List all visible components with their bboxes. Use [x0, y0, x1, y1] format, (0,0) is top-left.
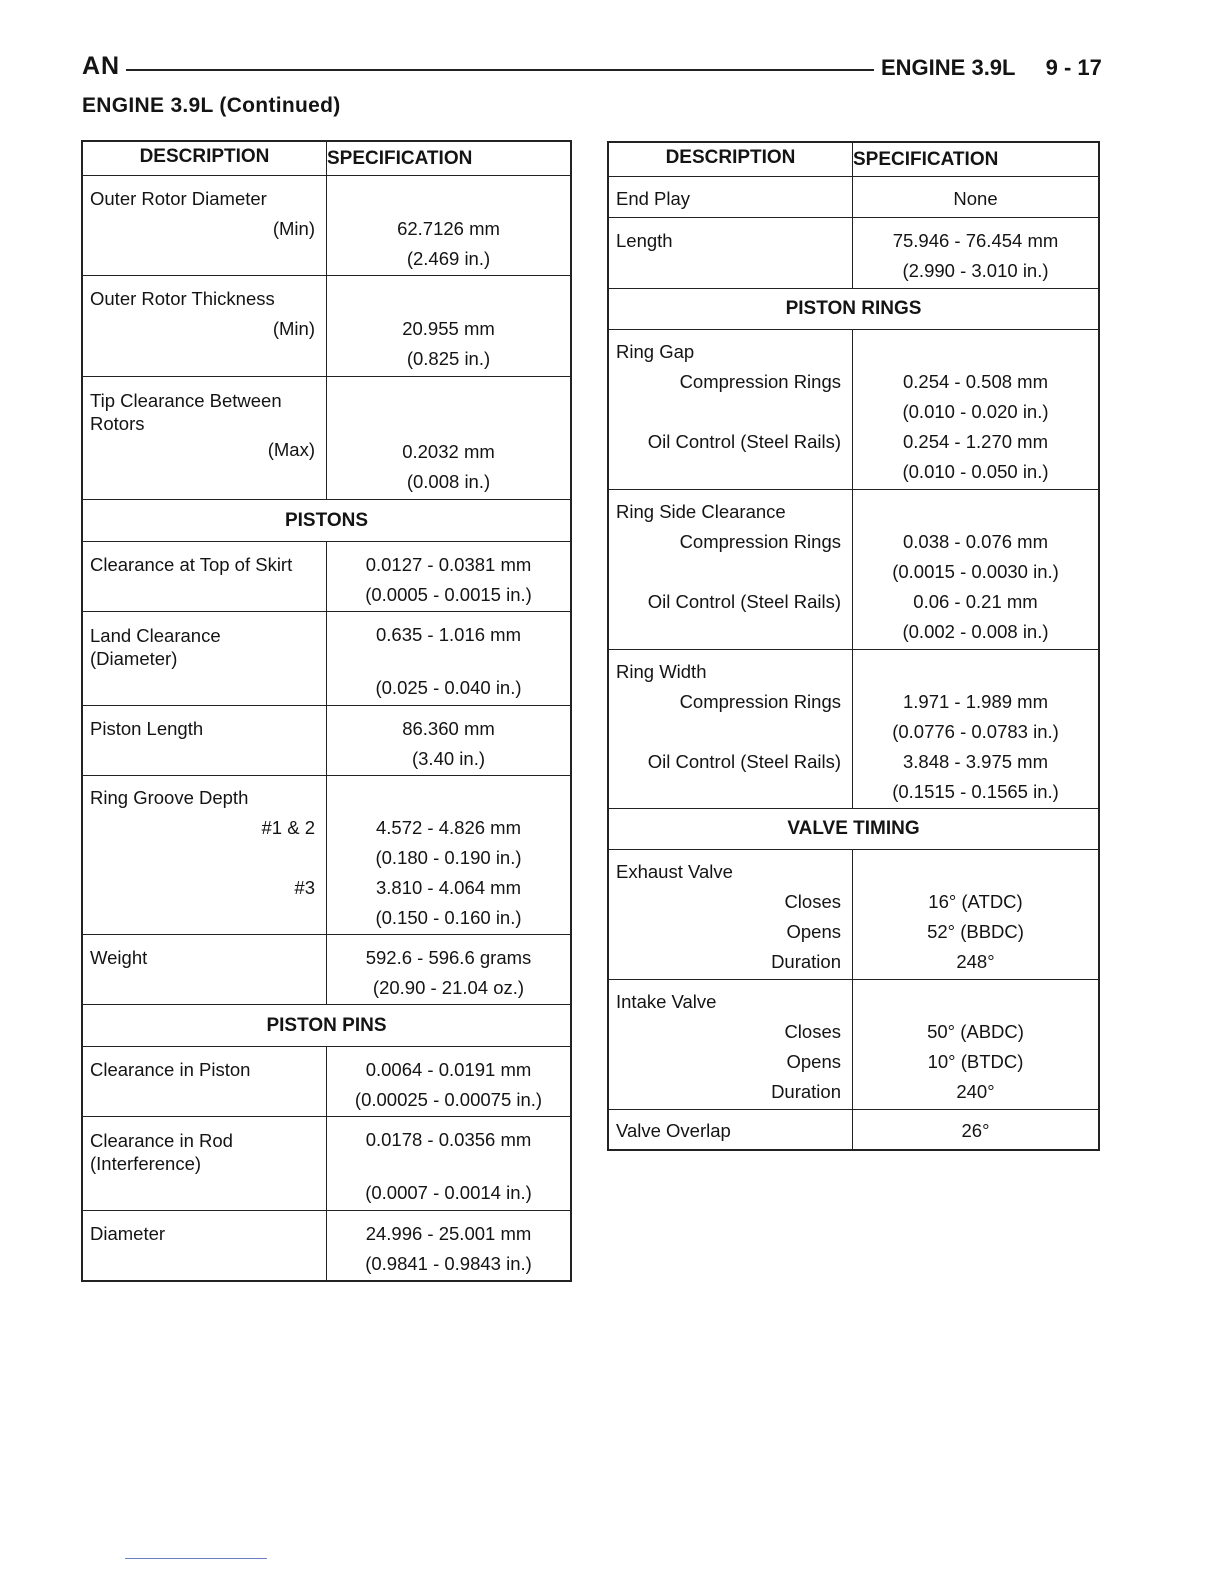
spec-cell: 0.0178 - 0.0356 mm (0.0007 - 0.0014 in.) — [365, 1129, 532, 1203]
table-row — [83, 1116, 570, 1210]
table-row — [83, 541, 570, 611]
col-specification-header: SPECIFICATION — [853, 148, 999, 170]
table-row — [609, 649, 1098, 808]
spec-cell: 26° — [961, 1120, 990, 1141]
desc-cell: Intake Valve Closes Opens Duration — [609, 980, 853, 1109]
desc-cell: Diameter — [83, 1211, 327, 1280]
spec-cell: None — [953, 188, 998, 209]
spec-cell: 20.955 mm (0.825 in.) — [402, 318, 495, 369]
header-left-code: AN — [82, 52, 121, 80]
table-header-row — [83, 142, 570, 175]
spec-cell: 24.996 - 25.001 mm (0.9841 - 0.9843 in.) — [365, 1223, 532, 1274]
table-header-row — [609, 143, 1098, 176]
section-heading-piston-pins: PISTON PINS — [83, 1004, 570, 1046]
desc-cell: Land Clearance (Diameter) — [83, 612, 327, 705]
table-row — [609, 217, 1098, 288]
desc-cell: Ring Width Compression Rings Oil Control (Steel Rails) — [609, 650, 853, 808]
desc-cell: Exhaust Valve Closes Opens Duration — [609, 850, 853, 979]
desc-cell: Ring Groove Depth #1 & 2 #3 — [83, 776, 327, 934]
table-row — [83, 376, 570, 499]
desc-cell: Piston Length — [83, 706, 327, 775]
desc-cell: Length — [609, 218, 853, 288]
desc-cell: Ring Gap Compression Rings Oil Control (Steel Rails) — [609, 330, 853, 489]
section-heading-valve-timing: VALVE TIMING — [609, 808, 1098, 849]
table-row — [83, 1046, 570, 1116]
table-row — [83, 1210, 570, 1280]
desc-cell: Weight — [83, 935, 327, 1004]
desc-cell: Ring Side Clearance Compression Rings Oil Control (Steel Rails) — [609, 490, 853, 649]
table-row — [83, 934, 570, 1004]
col-specification-header: SPECIFICATION — [327, 147, 473, 169]
spec-cell: 50° (ABDC) 10° (BTDC) 240° — [927, 1021, 1024, 1102]
col-description-header: DESCRIPTION — [609, 143, 853, 176]
spec-cell: 0.0064 - 0.0191 mm (0.00025 - 0.00075 in.) — [354, 1059, 543, 1110]
spec-cell: 62.7126 mm (2.469 in.) — [397, 218, 500, 269]
spec-cell: 0.0127 - 0.0381 mm (0.0005 - 0.0015 in.) — [365, 554, 532, 605]
desc-cell: Tip Clearance Between Rotors (Max) — [83, 377, 327, 499]
header-rule — [126, 69, 874, 71]
table-row — [83, 775, 570, 934]
table-row — [83, 175, 570, 275]
table-row — [83, 611, 570, 705]
right-spec-table — [607, 141, 1100, 1151]
desc-cell: Outer Rotor Diameter (Min) — [83, 176, 327, 275]
spec-cell: 0.254 - 0.508 mm (0.010 - 0.020 in.) 0.254 - 1.270 mm (0.010 - 0.050 in.) — [902, 371, 1049, 482]
table-row — [609, 979, 1098, 1109]
desc-cell: End Play — [609, 177, 853, 217]
spec-cell: 1.971 - 1.989 mm (0.0776 - 0.0783 in.) 3.848 - 3.975 mm (0.1515 - 0.1565 in.) — [892, 691, 1059, 802]
desc-cell: Clearance in Rod (Interference) — [83, 1117, 327, 1210]
section-heading-pistons: PISTONS — [83, 499, 570, 541]
desc-cell: Clearance at Top of Skirt — [83, 542, 327, 611]
spec-cell: 86.360 mm (3.40 in.) — [402, 718, 495, 769]
table-row — [609, 1109, 1098, 1149]
desc-cell: Outer Rotor Thickness (Min) — [83, 276, 327, 376]
spec-cell: 0.038 - 0.076 mm (0.0015 - 0.0030 in.) 0.06 - 0.21 mm (0.002 - 0.008 in.) — [892, 531, 1059, 642]
left-spec-table — [81, 140, 572, 1282]
section-title: ENGINE 3.9L (Continued) — [82, 94, 341, 117]
bottom-scan-mark — [125, 1558, 267, 1559]
table-row — [609, 489, 1098, 649]
header-page-ref: ENGINE 3.9L 9 - 17 — [881, 55, 1102, 80]
desc-cell: Clearance in Piston — [83, 1047, 327, 1116]
table-row — [83, 275, 570, 376]
spec-cell: 75.946 - 76.454 mm (2.990 - 3.010 in.) — [892, 230, 1059, 281]
spec-cell: 0.635 - 1.016 mm (0.025 - 0.040 in.) — [375, 624, 522, 698]
desc-cell: Valve Overlap — [609, 1110, 853, 1149]
spec-cell: 0.2032 mm (0.008 in.) — [402, 441, 495, 492]
table-row — [609, 176, 1098, 217]
spec-cell: 16° (ATDC) 52° (BBDC) 248° — [927, 891, 1024, 972]
spec-cell: 4.572 - 4.826 mm (0.180 - 0.190 in.) 3.810 - 4.064 mm (0.150 - 0.160 in.) — [375, 817, 522, 928]
table-row — [609, 849, 1098, 979]
col-description-header: DESCRIPTION — [83, 142, 327, 175]
table-row — [609, 329, 1098, 489]
section-heading-piston-rings: PISTON RINGS — [609, 288, 1098, 329]
table-row — [83, 705, 570, 775]
spec-cell: 592.6 - 596.6 grams (20.90 - 21.04 oz.) — [365, 947, 532, 998]
